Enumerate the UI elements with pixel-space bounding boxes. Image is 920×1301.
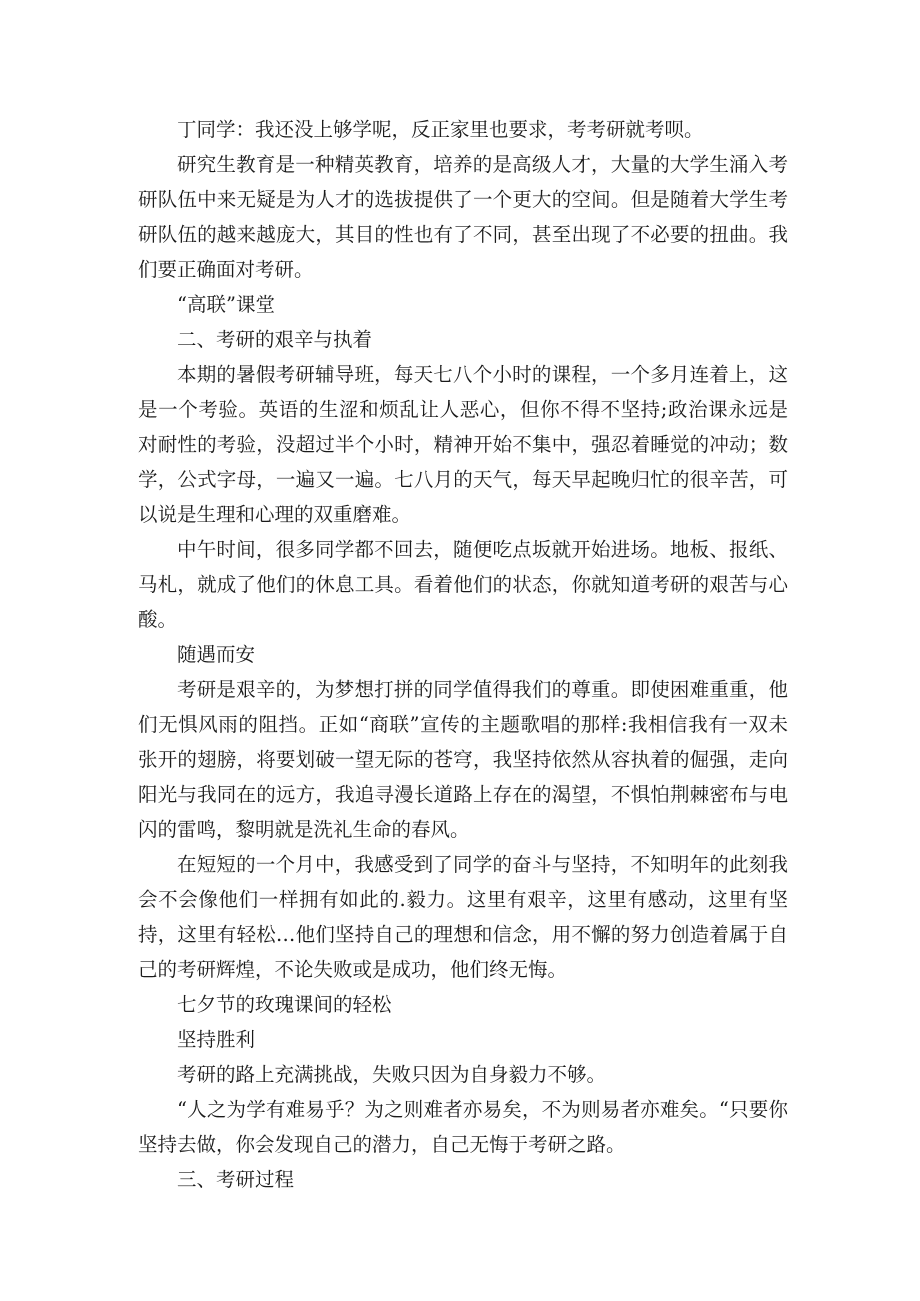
section-label: 随遇而安	[177, 643, 256, 666]
paragraph: 本期的暑假考研辅导班，每天七八个小时的课程，一个多月连着上，这是一个考验。英语的生涩和烦乱让人恶心，但你不得不坚持;政治课永远是对耐性的考验，没超过半个小时，精神开始不集中，强忍着睡觉的冲动；数学，公式字母，一遍又一遍。七八月的天气，每天早起晚归忙的很辛苦，可以说是生理和心理的双重磨难。	[138, 363, 788, 526]
paragraph: 考研的路上充满挑战，失败只因为自身毅力不够。	[177, 1063, 607, 1086]
section-heading: 二、考研的艰辛与执着	[177, 328, 373, 351]
paragraph: 考研是艰辛的，为梦想打拼的同学值得我们的尊重。即使困难重重，他们无惧风雨的阻挡。正如“商联”宣传的主题歌唱的那样:我相信我有一双未张开的翅膀，将要划破一望无际的苍穹，我坚持依然从容执着的倔强，走向阳光与我同在的远方，我追寻漫长道路上存在的渴望，不惧怕荆棘密布与电闪的雷鸣，黎明就是洗礼生命的春风。	[138, 678, 788, 841]
paragraph: 研究生教育是一种精英教育，培养的是高级人才，大量的大学生涌入考研队伍中来无疑是为人才的选拔提供了一个更大的空间。但是随着大学生考研队伍的越来越庞大，其目的性也有了不同，甚至出现了不必要的扭曲。我们要正确面对考研。	[138, 153, 788, 281]
paragraph: 丁同学：我还没上够学呢，反正家里也要求，考考研就考呗。	[177, 118, 704, 141]
section-label: “高联”课堂	[177, 293, 275, 316]
paragraph: 中午时间，很多同学都不回去，随便吃点坂就开始进场。地板、报纸、马札，就成了他们的休息工具。看着他们的状态，你就知道考研的艰苦与心酸。	[138, 538, 788, 631]
paragraph: “人之为学有难易乎？为之则难者亦易矣，不为则易者亦难矣。“只要你坚持去做，你会发现自己的潜力，自己无悔于考研之路。	[138, 1098, 788, 1156]
section-label: 七夕节的玫瑰课间的轻松	[177, 993, 392, 1016]
section-label: 坚持胜利	[177, 1028, 256, 1051]
paragraph: 在短短的一个月中，我感受到了同学的奋斗与坚持，不知明年的此刻我会不会像他们一样拥有如此的.毅力。这里有艰辛，这里有感动，这里有坚持，这里有轻松…他们坚持自己的理想和信念，用不懈的努力创造着属于自己的考研辉煌，不论失败或是成功，他们终无悔。	[138, 853, 788, 981]
document-body	[138, 112, 788, 1197]
section-heading: 三、考研过程	[177, 1168, 295, 1191]
